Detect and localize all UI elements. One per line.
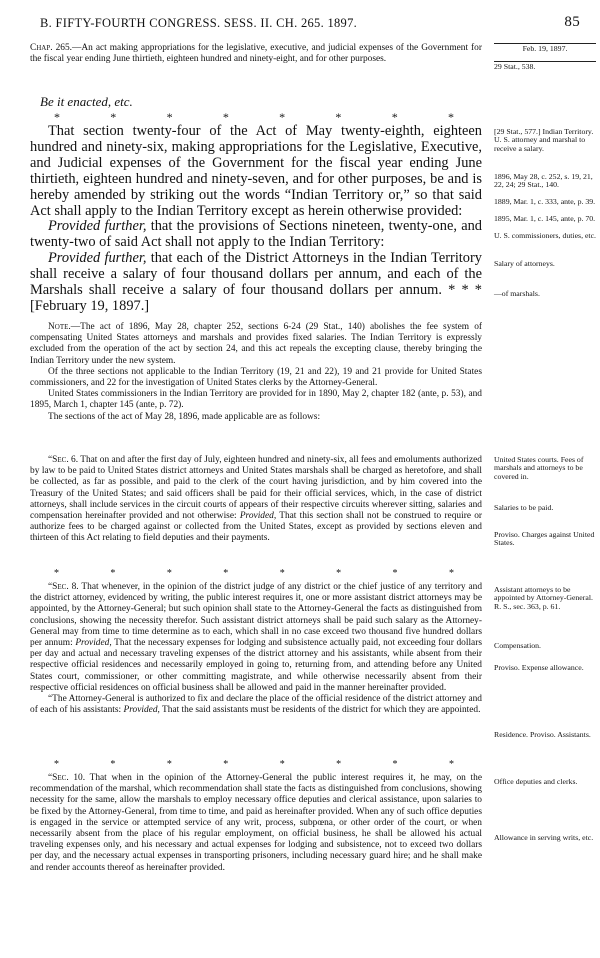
margin-note-marshals: —of marshals. — [494, 289, 540, 298]
margin-note-salary-attorneys: Salary of attorneys. — [494, 259, 555, 268]
note-paragraph-3: United States commissioners in the Indian Territory are provided for in 1890, May 2, chapter 182 (ante, p. 53), and 1895, March 1, chapter 145 (ante, p. 72). — [30, 389, 482, 411]
section-8-residence: “The Attorney-General is authorized to fix and declare the place of the official residence of the district attorney and of each of his assistants: Provided, That the said assistants must be residents of the district for which they are appointed. — [30, 694, 482, 716]
margin-date: Feb. 19, 1897. — [494, 43, 596, 53]
margin-note-proviso-charges: Proviso. Charges against United States. — [494, 530, 595, 548]
chapter-label: Chap. 265. — [30, 43, 72, 53]
chapter-heading — [30, 43, 482, 65]
section-8: “Sec. 8. That whenever, in the opinion of the district judge of any district or the chief justice of any territory and the district attorney, evidenced by writing, the public interest requires it, one or more assistant district attorneys may be appointed, by the Attorney-General; but such opinion shall state to the Attorney-General the facts as distinguished from conclusions, showing the necessity therefor. Such assistant district attorneys shall be paid such salary as the Attorney-General may from time to time determine as to each, which shall in no case exceed two thousand five hundred dollars per annum: Provided, That the necessary expenses for lodging and subsistence actually paid, not exceeding four dollars per day and actual and necessary traveling expenses of the district attorney and his assistants, while absent from their respective official residences and necessarily employed in going to, returning from, and attending before any United States court, commissioner, or other committing magistrate, and while otherwise necessarily absent from their respective official residences on official business shall be allowed and paid in the manner hereinafter provided. “The Attorney-General is authorized to fix and declare the place of the official residence of the district attorney and of each of his assistants: Provided, That the said assistants must be residents of the district for which they are appointed. — [30, 582, 483, 716]
ellipsis-stars-1: * * * * * * * * — [54, 110, 454, 124]
margin-note-commissioners: U. S. commissioners, duties, etc. — [494, 231, 596, 240]
page-number: 85 — [564, 14, 580, 30]
margin-note-serving-writs: Allowance in serving writs, etc. — [494, 833, 594, 842]
editorial-note — [30, 322, 482, 423]
margin-note-salaries-paid: Salaries to be paid. — [494, 503, 554, 512]
ellipsis-stars-2: * * * * * * * * — [54, 568, 454, 579]
statute-paragraph-1: That section twenty-four of the Act of May twenty-eighth, eighteen hundred and ninety-six, making appropriations for the Legislative, Executive, and Judicial expenses of the Government for the fiscal year ending June thirtieth, eighteen hundred and ninety-seven, and for other purposes, be and is hereby amended by striking out the words “Indian Territory or,” so that said Act shall apply to the Indian Territory except as herein otherwise provided: — [30, 123, 482, 219]
margin-note-expense-allowance: Proviso. Expense allowance. — [494, 663, 584, 672]
running-head: B. FIFTY-FOURTH CONGRESS. SESS. II. CH. 265. 1897. — [40, 16, 358, 30]
margin-note-residence: Residence. Proviso. Assistants. — [494, 730, 591, 739]
margin-note-indian-territory: [29 Stat., 577.] Indian Territory. U. S. attorney and marshal to receive a salary. — [494, 127, 594, 153]
statute-paragraph-3: Provided further, that each of the District Attorneys in the Indian Territory shall receive a salary of four thousand dollars per annum, and each of the Marshals shall receive a salary of four thousand dollars per annum. * * * [February 19, 1897.] — [30, 250, 482, 314]
section-10: “Sec. 10. That when in the opinion of the Attorney-General the public interest requires it, he may, on the recommendation of the marshal, which recommendation shall state the facts as distinguished from conclusions, showing necessity for the same, allow the marshals to employ necessary office deputies and clerical assistance, upon salaries to be fixed by the Attorney-General, from time to time, and paid as hereinafter provided. When any of such office deputies is engaged in the service or attempted service of any writ, process, subpœna, or other order of the court, or when necessarily absent from the place of his regular employment, on official business, he shall be allowed his actual traveling expenses only, and his necessary and actual expenses for lodging and subsistence, not to exceed two dollars per day, and the necessary actual expenses in transporting prisoners, including necessary guard hire; and he shall make and render accounts thereof as hereinafter provided. — [30, 773, 482, 873]
margin-note-compensation: Compensation. — [494, 641, 541, 650]
margin-note-assistant-attorneys: Assistant attorneys to be appointed by Attorney-General. R. S., sec. 363, p. 61. — [494, 585, 593, 611]
statute-paragraph-2: Provided further, that the provisions of Sections nineteen, twenty-one, and twenty-two of said Act shall not apply to the Indian Territory: — [30, 218, 482, 251]
enacting-clause: Be it enacted, etc. — [40, 94, 133, 109]
ellipsis-stars-3: * * * * * * * * — [54, 759, 454, 770]
chapter-title: —An act making appropriations for the legislative, executive, and judicial expenses of the Government for the fiscal year ending June thirtieth, eighteen hundred and ninety-eight, and for other purposes. — [30, 43, 482, 65]
margin-note-office-deputies: Office deputies and clerks. — [494, 777, 578, 786]
margin-note-citation-1889: 1889, Mar. 1, c. 333, ante, p. 39. — [494, 197, 596, 206]
margin-note-citation-1895: 1895, Mar. 1, c. 145, ante, p. 70. — [494, 214, 596, 223]
margin-note-fees-covered-in: United States courts. Fees of marshals and attorneys to be covered in. — [494, 455, 584, 481]
margin-stat-citation: 29 Stat., 538. — [494, 61, 596, 71]
note-paragraph-1: Note.—The act of 1896, May 28, chapter 252, sections 6-24 (29 Stat., 140) abolishes the fee system of compensating United States attorneys and marshals and provides fixed salaries. The Indian Territory is expressly excluded from the operation of the act by section 24, and this act repeals the excepting clause, thereby bringing the Indian Territory under the new system. — [30, 322, 482, 366]
note-paragraph-4: The sections of the act of May 28, 1896, made applicable are as follows: — [48, 411, 321, 422]
page-header — [40, 14, 580, 34]
note-paragraph-2: Of the three sections not applicable to the Indian Territory (19, 21 and 22), 19 and 21 provide for United States commissioners, and 22 for the investigation of United States clerks by the Attorney-General. — [30, 366, 482, 389]
section-6: “Sec. 6. That on and after the first day of July, eighteen hundred and ninety-six, all fees and emoluments authorized by law to be paid to United States district attorneys and United States marshals shall be charged as heretofore, and shall be collected, as far as possible, and paid to the clerk of the court having jurisdiction, and by him covered into the Treasury of the United States; and said officers shall be paid for their official services, which, in the case of district attorneys, shall include services in the circuit courts of appears of their respective circuits wherever sitting, salaries and compensation hereinafter provided and not otherwise: Provided, That this section shall not be construed to require or authorize fees to be charged against or collected from the United States, except as provided by sections eleven and thirteen of this Act relating to field deputies and their payments. — [30, 455, 482, 544]
margin-note-citation-1896: 1896, May 28, c. 252, s. 19, 21, 22, 24; 29 Stat., 140. — [494, 172, 593, 190]
statute-body — [30, 124, 482, 315]
